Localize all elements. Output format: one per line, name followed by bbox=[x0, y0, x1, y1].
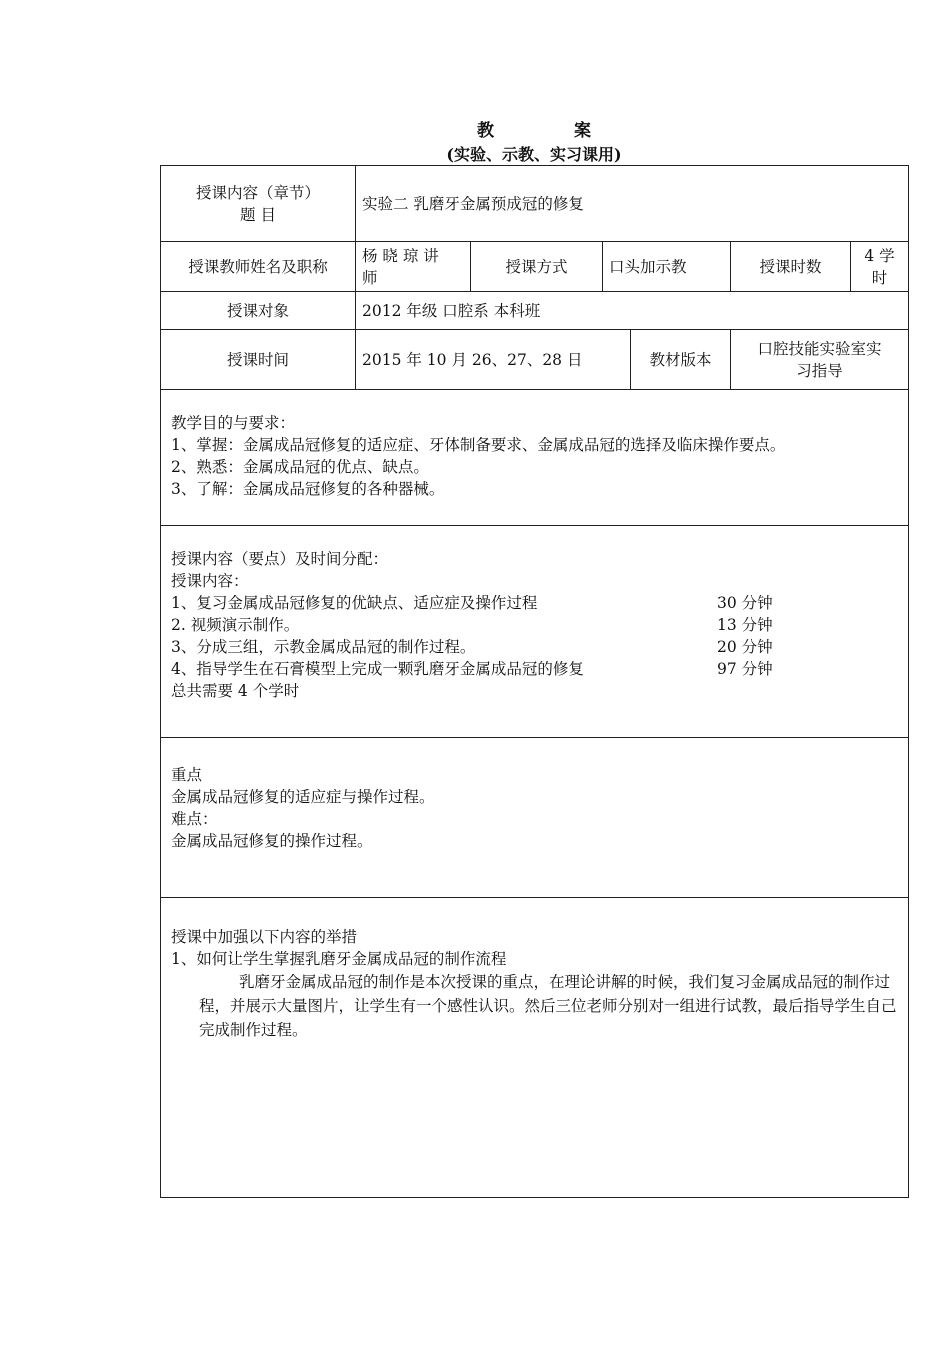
difficulty-label: 难点： bbox=[171, 810, 218, 828]
objectives-heading: 教学目的与要求： bbox=[171, 414, 296, 432]
lesson-plan-table bbox=[160, 165, 909, 1198]
content-subheading: 授课内容： bbox=[171, 572, 249, 590]
content-item bbox=[171, 658, 898, 680]
content-item-text: 3、分成三组，示教金属成品冠的制作过程。 bbox=[171, 638, 476, 656]
content-item bbox=[171, 636, 898, 658]
method-label: 授课方式 bbox=[471, 242, 603, 292]
time-value: 2015 年 10 月 26、27、28 日 bbox=[356, 330, 631, 390]
measures-heading: 授课中加强以下内容的举措 bbox=[171, 928, 358, 946]
content-item-text: 4、指导学生在石膏模型上完成一颗乳磨牙金属成品冠的修复 bbox=[171, 660, 584, 678]
objective-item: 3、了解：金属成品冠修复的各种器械。 bbox=[171, 480, 445, 498]
content-item-text: 2. 视频演示制作。 bbox=[171, 616, 300, 634]
audience-value: 2012 年级 口腔系 本科班 bbox=[356, 292, 909, 330]
time-label: 授课时间 bbox=[161, 330, 356, 390]
focus-label: 重点 bbox=[171, 766, 203, 784]
topic-label-line2: 题 目 bbox=[240, 205, 276, 224]
measures-item: 1、如何让学生掌握乳磨牙金属成品冠的制作流程 bbox=[171, 950, 507, 968]
content-heading: 授课内容（要点）及时间分配： bbox=[171, 550, 389, 568]
textbook-value-line1: 口腔技能实验室实 bbox=[757, 339, 882, 358]
section-measures bbox=[161, 898, 909, 1198]
hours-label: 授课时数 bbox=[731, 242, 851, 292]
textbook-value-line2: 习指导 bbox=[796, 361, 843, 380]
measures-paragraph: 乳磨牙金属成品冠的制作是本次授课的重点，在理论讲解的时候，我们复习金属成品冠的制作过程，并展示大量图片，让学生有一个感性认识。然后三位老师分别对一组进行试教，最后指导学生自己完成制作过程。 bbox=[199, 973, 897, 1039]
content-item-time: 97 分钟 bbox=[717, 660, 773, 678]
section-content bbox=[161, 526, 909, 738]
method-value: 口头加示教 bbox=[603, 242, 731, 292]
content-item bbox=[171, 614, 898, 636]
teacher-value-line1: 杨 晓 琼 讲 bbox=[362, 246, 439, 265]
topic-label-line1: 授课内容（章节） bbox=[195, 183, 320, 202]
topic-label-cell bbox=[161, 166, 356, 242]
focus-text: 金属成品冠修复的适应症与操作过程。 bbox=[171, 788, 435, 806]
content-total: 总共需要 4 个学时 bbox=[171, 682, 300, 700]
row-time bbox=[161, 330, 909, 390]
title-part1: 教 bbox=[477, 121, 494, 141]
teacher-value-cell bbox=[356, 242, 471, 292]
hours-value-cell bbox=[851, 242, 909, 292]
hours-value-line2: 时 bbox=[871, 268, 888, 287]
content-item-time: 30 分钟 bbox=[717, 594, 773, 612]
page-title bbox=[160, 116, 908, 141]
content-item bbox=[171, 592, 898, 614]
content-item-time: 13 分钟 bbox=[717, 616, 773, 634]
topic-value: 实验二 乳磨牙金属预成冠的修复 bbox=[356, 166, 909, 242]
hours-value-line1: 4 学 bbox=[864, 246, 895, 265]
audience-label: 授课对象 bbox=[161, 292, 356, 330]
row-topic bbox=[161, 166, 909, 242]
row-audience bbox=[161, 292, 909, 330]
content-item-time: 20 分钟 bbox=[717, 638, 773, 656]
objective-item: 2、熟悉：金属成品冠的优点、缺点。 bbox=[171, 458, 429, 476]
teacher-value-line2: 师 bbox=[362, 268, 378, 287]
title-part2: 案 bbox=[574, 121, 591, 141]
section-keypoints bbox=[161, 738, 909, 898]
page-subtitle: (实验、示教、实习课用) bbox=[446, 145, 622, 164]
textbook-value-cell bbox=[731, 330, 909, 390]
difficulty-text: 金属成品冠修复的操作过程。 bbox=[171, 832, 373, 850]
row-teacher bbox=[161, 242, 909, 292]
objective-item: 1、掌握：金属成品冠修复的适应症、牙体制备要求、金属成品冠的选择及临床操作要点。 bbox=[171, 436, 786, 454]
content-item-text: 1、复习金属成品冠修复的优缺点、适应症及操作过程 bbox=[171, 594, 538, 612]
textbook-label: 教材版本 bbox=[631, 330, 731, 390]
teacher-label: 授课教师姓名及职称 bbox=[161, 242, 356, 292]
section-objectives bbox=[161, 390, 909, 526]
